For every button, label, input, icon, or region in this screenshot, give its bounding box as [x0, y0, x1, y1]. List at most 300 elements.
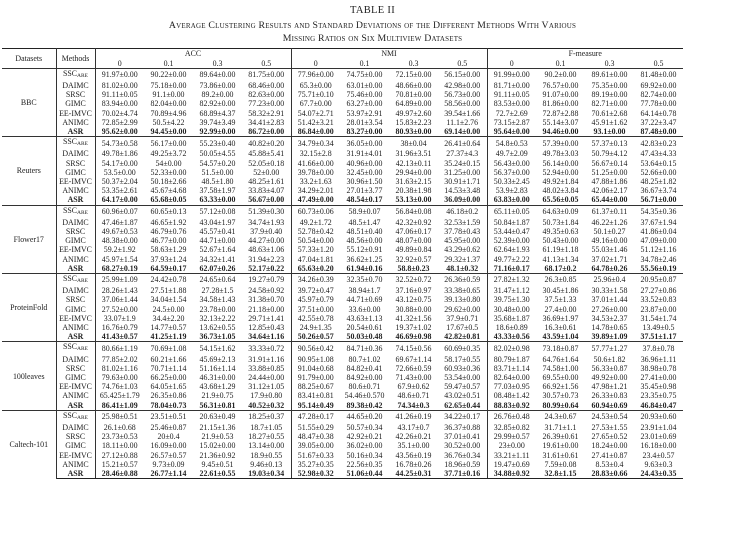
result-cell: 75.18±0.00 — [150, 80, 187, 90]
result-cell: 90.95±1.08 — [297, 354, 334, 364]
result-cell: 72.7±2.69 — [495, 108, 528, 118]
result-cell: 32.85±0.82 — [493, 423, 530, 433]
result-cell: 39.75±1.30 — [493, 295, 530, 305]
missing-ratio-header: 0.1 — [144, 59, 193, 69]
table-row — [2, 391, 683, 400]
result-cell: 81.75±0.00 — [242, 68, 291, 81]
method-name — [56, 81, 95, 90]
result-cell: 61.94±0.16 — [346, 263, 383, 273]
result-cell: 65.44±0.00 — [591, 195, 628, 205]
result-cell: 35.68±1.87 — [493, 313, 530, 323]
missing-ratio-header: 0.3 — [585, 59, 634, 69]
result-cell: 20.38±1.98 — [395, 186, 432, 196]
result-cell: 43.33±0.56 — [493, 332, 530, 342]
method-name — [56, 451, 95, 460]
result-cell: 54.35±0.36 — [634, 205, 683, 218]
result-cell: 62.65±0.44 — [438, 401, 487, 411]
table-row — [2, 460, 683, 469]
table-row — [2, 295, 683, 304]
method-label: ASR — [67, 332, 84, 342]
result-cell: 20.54±0.61 — [346, 322, 383, 332]
method-label: ASR — [67, 126, 84, 136]
fmeasure-header: F-measure — [487, 49, 683, 59]
result-cell: 58.8±0.23 — [397, 263, 430, 273]
result-cell: 70.81±0.00 — [395, 90, 432, 100]
result-cell: 71.16±0.17 — [493, 263, 530, 273]
result-cell: 46.69±0.98 — [395, 332, 432, 342]
result-cell: 20±0.4 — [157, 432, 180, 442]
table-row — [2, 68, 683, 81]
method-label: EE-IMVC — [59, 313, 92, 323]
result-cell: 80.79±1.87 — [493, 354, 530, 364]
method-name — [56, 90, 95, 99]
result-cell: 40.96±0.00 — [346, 158, 383, 168]
result-cell: 45.69±2.13 — [199, 354, 236, 364]
result-cell: 45.57±0.41 — [199, 226, 236, 236]
result-cell: 94.45±0.00 — [150, 126, 187, 136]
result-cell: 44.71±0.69 — [346, 295, 383, 305]
method-label: ANIMC — [62, 117, 89, 127]
dataset-name: Flower17 — [2, 205, 56, 273]
result-cell: 75.46±0.00 — [346, 90, 383, 100]
result-cell: 82.71±0.00 — [591, 99, 628, 109]
result-cell: 90.56±0.42 — [291, 342, 340, 355]
result-cell: 60.94±0.69 — [591, 400, 628, 410]
dataset-name: BBC — [2, 68, 56, 136]
result-cell: 18.9±0.55 — [242, 451, 291, 460]
method-label: SSC — [62, 68, 78, 78]
result-cell: 34.32±1.41 — [199, 254, 236, 264]
result-cell: 64.05±1.65 — [150, 382, 187, 392]
result-cell: 89.2±0.00 — [201, 90, 234, 100]
result-cell: 29.71±1.41 — [242, 314, 291, 323]
result-cell: 88.83±0.92 — [493, 400, 530, 410]
method-name — [56, 342, 95, 355]
result-cell: 13.49±0.5 — [642, 322, 675, 332]
result-cell: 31.96±3.51 — [395, 149, 432, 159]
result-cell: 34.53±2.37 — [591, 313, 628, 323]
result-cell: 69.67±1.14 — [395, 354, 432, 364]
result-cell: 27.51±1.88 — [150, 286, 187, 296]
result-cell: 86.72±0.00 — [242, 127, 291, 137]
result-cell: 54.46±0.570 — [344, 391, 385, 401]
method-label: EE-IMVC — [59, 108, 92, 118]
result-cell: 49.92±0.00 — [591, 373, 628, 382]
table-row — [2, 195, 683, 205]
result-cell: 48.56±0.00 — [346, 236, 383, 246]
result-cell: 34.78±2.46 — [640, 254, 677, 264]
result-cell: 23.73±0.53 — [101, 432, 138, 442]
table-row — [2, 236, 683, 245]
result-cell: 52.78±0.42 — [297, 226, 334, 236]
method-label: DAIMC — [62, 80, 89, 90]
result-cell: 35.24±0.15 — [438, 159, 487, 168]
result-cell: 83.41±0.81 — [297, 391, 334, 401]
result-cell: 27.82±1.32 — [487, 273, 536, 286]
result-cell: 33.52±0.83 — [640, 295, 677, 305]
result-cell: 18.27±0.55 — [242, 432, 291, 441]
result-cell: 56.14±0.00 — [542, 158, 579, 168]
result-cell: 65.11±0.05 — [487, 205, 536, 218]
result-cell: 19.61±0.00 — [542, 441, 579, 451]
result-cell: 45.97±0.79 — [297, 295, 334, 305]
result-cell: 50.37±2.04 — [101, 176, 138, 186]
result-cell: 69.55±0.00 — [542, 373, 579, 382]
result-cell: 56.37±0.00 — [493, 167, 530, 177]
result-cell: 80.7±1.02 — [348, 354, 381, 364]
table-row — [2, 168, 683, 177]
caption-line-1: Average Clustering Results and Standard Deviations of the Different Methods With Various — [168, 20, 577, 31]
method-label: SRSC — [65, 363, 86, 373]
table-row — [2, 90, 683, 99]
result-cell: 37.67±1.94 — [640, 217, 677, 227]
table-caption — [0, 19, 745, 45]
result-cell: 34.41±2.83 — [242, 118, 291, 127]
result-cell: 56.33±0.87 — [591, 363, 628, 373]
result-cell: 48.38±0.00 — [101, 236, 138, 246]
table-row — [2, 127, 683, 137]
table-row — [2, 159, 683, 168]
result-cell: 20.93±0.60 — [634, 410, 683, 423]
result-cell: 57.37±0.13 — [585, 137, 634, 150]
result-cell: 26.76±0.48 — [487, 410, 536, 423]
result-cell: 56.67±0.00 — [242, 195, 291, 205]
result-cell: 8.53±0.4 — [595, 459, 624, 469]
result-cell: 55.12±0.91 — [346, 245, 383, 255]
result-cell: 47.28±0.17 — [291, 410, 340, 423]
table-row — [2, 255, 683, 264]
method-label: DAIMC — [62, 423, 89, 433]
result-cell: 25.98±0.51 — [95, 410, 144, 423]
table-row — [2, 373, 683, 382]
result-cell: 18.25±0.37 — [242, 410, 291, 423]
result-cell: 31.63±2.15 — [395, 176, 432, 186]
result-cell: 26.33±0.83 — [591, 391, 628, 401]
result-cell: 24.58±0.92 — [242, 286, 291, 295]
result-cell: 27.12±0.88 — [101, 450, 138, 460]
table-row — [2, 305, 683, 314]
result-cell: 56.17±0.00 — [144, 137, 193, 150]
result-cell: 18.7±1.05 — [242, 423, 291, 432]
result-cell: 33.38±0.65 — [438, 286, 487, 295]
result-cell: 27.41±0.00 — [640, 373, 677, 382]
result-cell: 53.44±0.47 — [493, 226, 530, 236]
result-cell: 58.17±0.55 — [438, 355, 487, 364]
result-cell: 32.8±1.15 — [536, 469, 585, 479]
result-cell: 43.68±1.29 — [199, 382, 236, 392]
table-row — [2, 227, 683, 236]
result-cell: 9.46±0.13 — [242, 460, 291, 469]
result-cell: 58.9±0.07 — [340, 205, 389, 218]
result-cell: 48.5±1.47 — [348, 217, 381, 227]
result-cell: 50.1±0.27 — [593, 226, 626, 236]
result-cell: 36.67±3.74 — [640, 186, 677, 196]
result-cell: 45.95±0.00 — [438, 236, 487, 245]
result-cell: 45.91±1.62 — [591, 117, 628, 127]
result-cell: 31.91±1.16 — [242, 355, 291, 364]
result-cell: 23.78±0.00 — [199, 304, 236, 314]
result-cell: 52.66±0.00 — [640, 167, 677, 177]
result-cell: 47.09±0.00 — [640, 236, 677, 246]
result-cell: 54±0.00 — [155, 158, 182, 168]
result-cell: 50.33±2.45 — [493, 176, 530, 186]
result-cell: 18.96±0.59 — [438, 460, 487, 469]
result-cell: 38.94±1.7 — [348, 286, 381, 296]
result-cell: 95.62±0.00 — [101, 126, 138, 136]
result-cell: 92.99±0.00 — [199, 126, 236, 136]
method-name — [56, 118, 95, 127]
result-cell: 58.56±0.00 — [438, 99, 487, 108]
table-row — [2, 286, 683, 295]
result-cell: 15.02±0.00 — [199, 441, 236, 451]
result-cell: 12.85±0.43 — [242, 323, 291, 332]
result-cell: 42.98±0.00 — [438, 81, 487, 90]
method-label: SSC — [62, 273, 78, 283]
result-cell: 32.45±0.00 — [346, 167, 383, 177]
result-cell: 48.47±0.38 — [297, 432, 334, 442]
method-label: EE-IMVC — [59, 176, 92, 186]
result-cell: 72.66±0.59 — [395, 363, 432, 373]
result-cell: 25.46±0.87 — [150, 423, 187, 433]
result-cell: 77.96±0.00 — [291, 68, 340, 81]
result-cell: 16.76±0.79 — [101, 322, 138, 332]
result-cell: 48.5±1.80 — [201, 176, 234, 186]
table-row — [2, 355, 683, 364]
result-cell: 68.17±0.2 — [544, 263, 577, 273]
result-cell: 80.93±0.00 — [395, 126, 432, 136]
table-row — [2, 177, 683, 186]
result-cell: 70.61±2.68 — [591, 108, 628, 118]
result-cell: 50.73±1.84 — [542, 217, 579, 227]
table-row — [2, 323, 683, 332]
result-cell: 50.5±4.22 — [152, 117, 185, 127]
result-cell: 51.42±3.21 — [297, 117, 334, 127]
result-cell: 33.83±4.07 — [242, 186, 291, 195]
result-cell: 34.29±2.01 — [297, 186, 334, 196]
result-cell: 63.27±0.00 — [346, 99, 383, 109]
table-row — [2, 149, 683, 158]
result-cell: 56.15±0.00 — [438, 68, 487, 81]
result-cell: 46.84±0.47 — [640, 400, 677, 410]
table-number: TABLE II — [349, 5, 395, 16]
result-cell: 43.02±0.51 — [438, 391, 487, 400]
result-cell: 73.15±2.87 — [493, 117, 530, 127]
result-cell: 36.96±1.11 — [640, 354, 677, 364]
result-cell: 45.67±4.68 — [150, 186, 187, 196]
result-cell: 37.06±1.44 — [101, 295, 138, 305]
result-cell: 28.26±1.43 — [101, 286, 138, 296]
missing-ratio-header: 0.5 — [438, 59, 487, 69]
result-cell: 72.87±2.88 — [542, 108, 579, 118]
result-cell: 45.97±1.54 — [101, 254, 138, 264]
method-label: SRSC — [65, 226, 86, 236]
method-name — [56, 373, 95, 382]
result-cell: 29.62±0.00 — [438, 305, 487, 314]
method-label: ANIMC — [62, 391, 89, 401]
result-cell: 62.07±0.26 — [199, 263, 236, 273]
result-cell: 75.71±0.10 — [297, 90, 334, 100]
result-cell: 51.39±0.30 — [242, 205, 291, 218]
result-cell: 17.9±0.80 — [242, 391, 291, 400]
dataset-name: ProteinFold — [2, 273, 56, 341]
method-label: EE-IMVC — [59, 382, 92, 392]
result-cell: 31.94±2.23 — [242, 255, 291, 264]
result-cell: 67.9±0.62 — [397, 382, 430, 392]
result-cell: 84.71±0.36 — [340, 342, 389, 355]
result-cell: 32.92±0.57 — [395, 254, 432, 264]
table-row — [2, 441, 683, 450]
result-cell: 37.01±0.41 — [438, 432, 487, 441]
result-cell: 54.15±1.62 — [193, 342, 242, 355]
result-cell: 52.05±0.18 — [242, 159, 291, 168]
result-cell: 57.77±1.27 — [585, 342, 634, 355]
result-cell: 54.8±0.53 — [487, 137, 536, 150]
result-cell: 22.56±0.35 — [346, 459, 383, 469]
dataset-name: 100leaves — [2, 342, 56, 410]
missing-ratio-header: 0 — [291, 59, 340, 69]
result-cell: 23.51±0.51 — [144, 410, 193, 423]
dataset-name: Caltech-101 — [2, 410, 56, 478]
method-name — [56, 314, 95, 323]
result-cell: 53.35±2.61 — [101, 186, 138, 196]
result-cell: 24.42±0.78 — [144, 273, 193, 286]
result-cell: 35.45±0.98 — [640, 382, 677, 392]
result-cell: 49.92±1.84 — [542, 176, 579, 186]
result-cell: 51.67±0.33 — [297, 450, 334, 460]
result-cell: 49.67±0.53 — [101, 226, 138, 236]
result-cell: 29.94±0.00 — [395, 167, 432, 177]
result-cell: 29.99±0.57 — [493, 432, 530, 442]
result-cell: 21.15±1.36 — [199, 423, 236, 433]
result-cell: 47.43±4.33 — [640, 149, 677, 159]
result-cell: 46.18±0.2 — [438, 205, 487, 218]
method-label: SRSC — [65, 432, 86, 442]
result-cell: 32.13±2.22 — [199, 313, 236, 323]
result-cell: 65.63±0.20 — [297, 263, 334, 273]
result-cell: 25.99±1.09 — [95, 273, 144, 286]
result-cell: 50.84±1.87 — [493, 217, 530, 227]
result-cell: 21.9±0.53 — [201, 432, 234, 442]
result-cell: 48.63±1.06 — [242, 245, 291, 254]
table-row — [2, 273, 683, 286]
result-cell: 77.23±0.00 — [242, 99, 291, 108]
method-name — [56, 137, 95, 150]
result-cell: 43.12±0.75 — [395, 295, 432, 305]
result-cell: 27.26±0.00 — [591, 304, 628, 314]
result-cell: 91.11±0.05 — [493, 90, 530, 100]
result-cell: 54.17±0.00 — [101, 158, 138, 168]
result-cell: 80.99±0.64 — [542, 400, 579, 410]
result-cell: 48.66±0.00 — [395, 80, 432, 90]
result-cell: 61.37±0.11 — [585, 205, 634, 218]
result-cell: 56.67±0.14 — [591, 158, 628, 168]
result-cell: 81.02±1.16 — [101, 363, 138, 373]
result-cell: 16.09±0.00 — [150, 441, 187, 451]
result-cell: 52±0.00 — [242, 168, 291, 177]
result-cell: 31.91±4.01 — [346, 149, 383, 159]
method-name — [56, 205, 95, 218]
result-cell: 53.5±0.00 — [103, 167, 136, 177]
result-cell: 50.03±0.48 — [346, 332, 383, 342]
result-cell: 60.96±0.07 — [95, 205, 144, 218]
result-cell: 72.85±2.99 — [101, 117, 138, 127]
result-cell: 48.25±1.61 — [242, 177, 291, 186]
result-cell: 75.35±0.00 — [591, 80, 628, 90]
result-cell: 95.64±0.00 — [493, 126, 530, 136]
result-cell: 76.57±0.00 — [542, 80, 579, 90]
result-cell: 37.01±1.44 — [591, 295, 628, 305]
result-cell: 39.13±0.80 — [438, 295, 487, 304]
method-name — [56, 469, 95, 479]
result-cell: 42.32±0.92 — [395, 217, 432, 227]
result-cell: 70.89±4.96 — [150, 108, 187, 118]
result-cell: 42.92±0.21 — [346, 432, 383, 442]
result-cell: 52.98±0.32 — [291, 469, 340, 479]
result-cell: 55.14±3.07 — [542, 117, 579, 127]
result-cell: 38.98±0.78 — [640, 363, 677, 373]
result-cell: 30.45±1.86 — [542, 286, 579, 296]
result-cell: 41.66±0.00 — [297, 158, 334, 168]
missing-ratio-header: 0.3 — [389, 59, 438, 69]
result-cell: 9.45±0.51 — [201, 459, 234, 469]
result-cell: 18.6±0.89 — [495, 322, 528, 332]
result-cell: 50.16±0.34 — [346, 450, 383, 460]
result-cell: 30.88±0.00 — [395, 304, 432, 314]
result-cell: 22.61±0.55 — [193, 469, 242, 479]
result-cell: 30.52±0.00 — [438, 441, 487, 450]
table-row — [2, 382, 683, 391]
method-label: GIMC — [65, 373, 86, 382]
result-cell: 64.78±0.26 — [591, 263, 628, 273]
result-cell: 24.44±0.00 — [242, 373, 291, 382]
result-cell: 32.52±0.72 — [389, 273, 438, 286]
method-name — [56, 441, 95, 450]
result-cell: 23.35±0.75 — [640, 391, 677, 401]
result-cell: 25.96±0.4 — [585, 273, 634, 286]
result-cell: 47.88±1.86 — [591, 176, 628, 186]
result-cell: 37.71±0.16 — [438, 469, 487, 479]
table-row — [2, 205, 683, 218]
result-cell: 52.17±0.22 — [242, 264, 291, 274]
method-label: SRSC — [65, 295, 86, 305]
result-cell: 58.63±1.29 — [150, 245, 187, 255]
method-name — [56, 382, 95, 391]
method-name — [56, 410, 95, 423]
result-cell: 27.41±0.87 — [591, 450, 628, 460]
method-name — [56, 236, 95, 245]
result-cell: 15.83±2.23 — [395, 117, 432, 127]
result-cell: 77.78±0.00 — [640, 99, 677, 109]
table-row — [2, 401, 683, 411]
method-name — [56, 264, 95, 274]
result-cell: 91.97±0.00 — [95, 68, 144, 81]
result-cell: 82.04±0.00 — [150, 99, 187, 109]
result-cell: 63.01±0.00 — [346, 80, 383, 90]
result-cell: 51.16±1.14 — [199, 363, 236, 373]
result-cell: 33.88±0.85 — [242, 364, 291, 373]
result-cell: 26.35±0.86 — [150, 391, 187, 401]
table-row — [2, 264, 683, 274]
result-cell: 89.61±0.00 — [585, 68, 634, 81]
result-cell: 70.02±4.74 — [101, 108, 138, 118]
result-cell: 48.1±0.32 — [438, 264, 487, 274]
result-cell: 73.86±0.00 — [199, 80, 236, 90]
result-cell: 36.76±0.34 — [438, 451, 487, 460]
result-cell: 80.66±1.19 — [95, 342, 144, 355]
method-name — [56, 460, 95, 469]
result-cell: 21.18±0.00 — [242, 305, 291, 314]
result-cell: 36.62±1.25 — [346, 254, 383, 264]
